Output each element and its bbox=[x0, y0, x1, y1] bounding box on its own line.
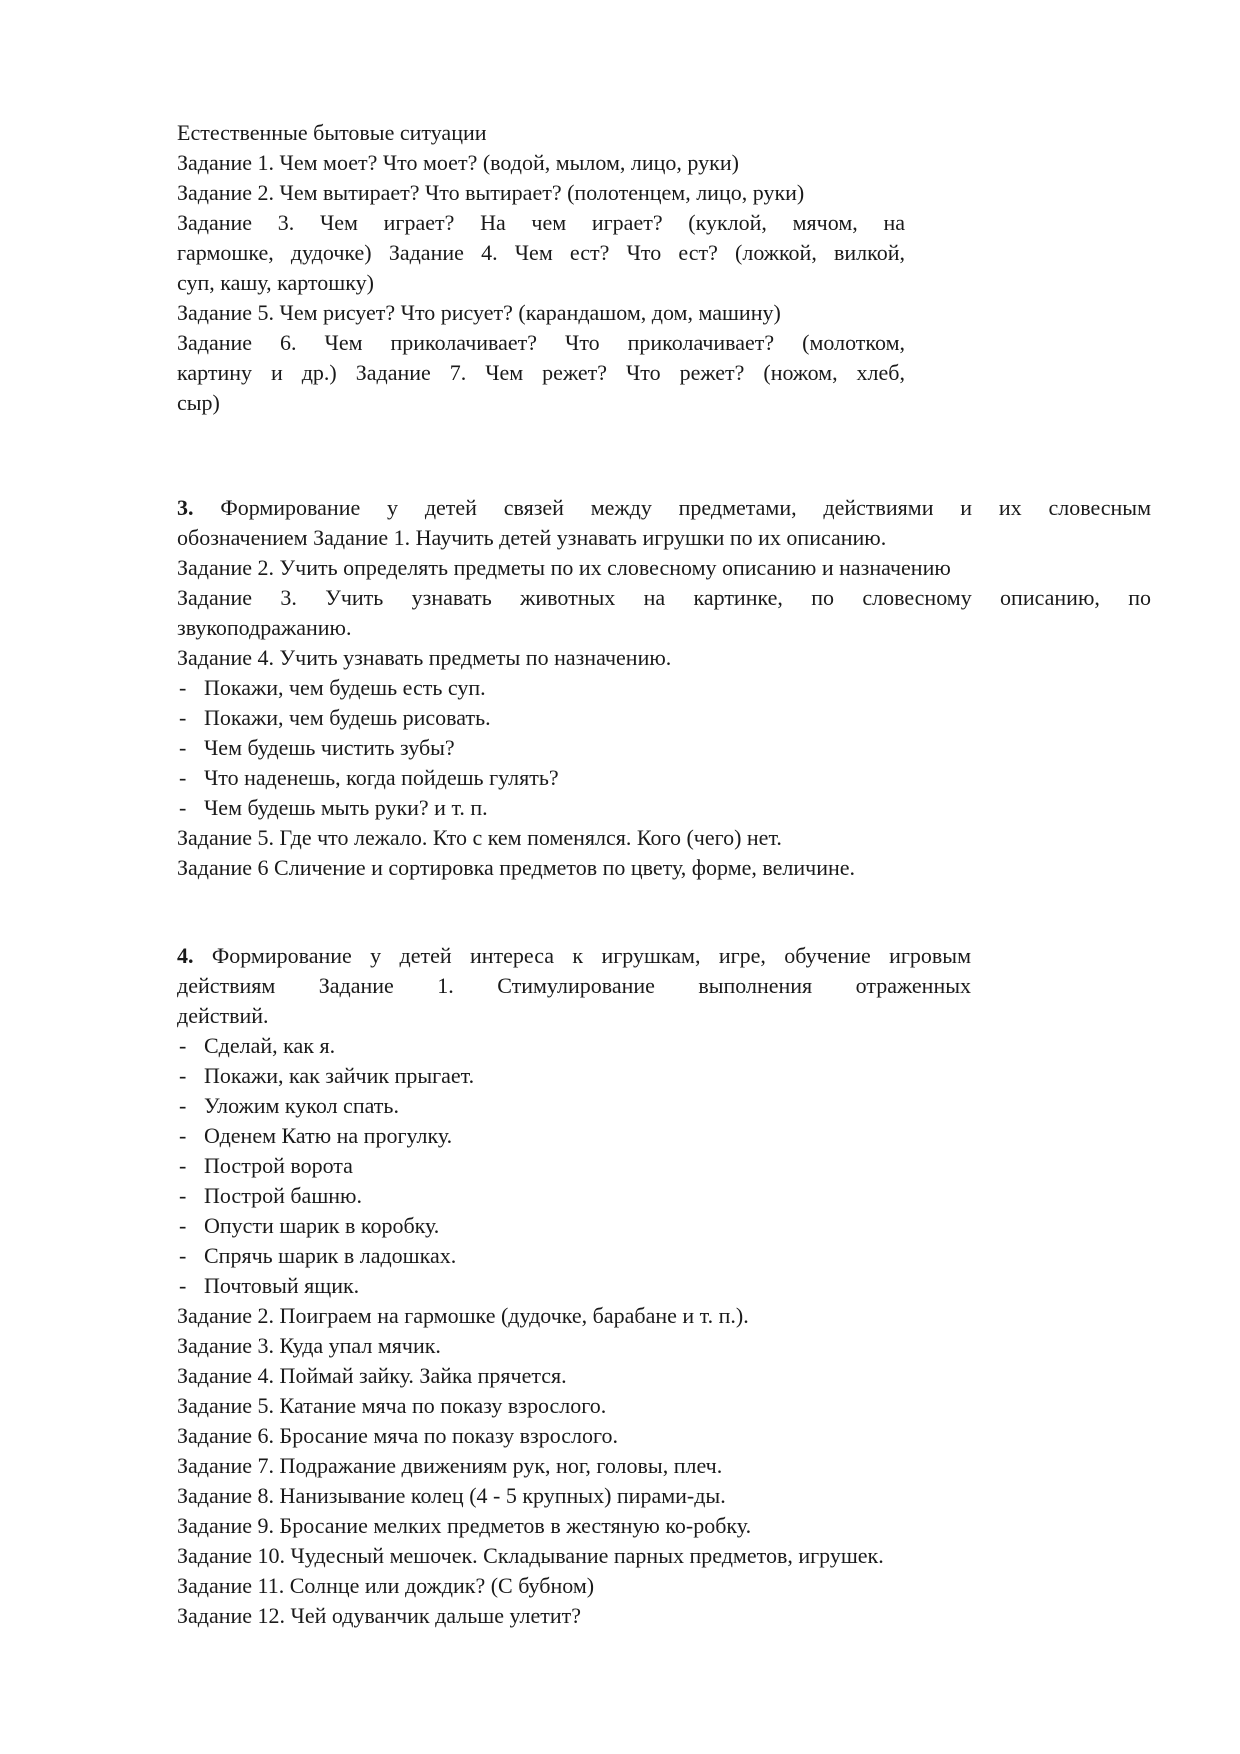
task-line: Задание 9. Бросание мелких предметов в жестяную ко-робку. bbox=[177, 1513, 752, 1538]
bullet-dash: - bbox=[179, 1213, 187, 1238]
task-line: Задание 5. Чем рисует? Что рисует? (карандашом, дом, машину) bbox=[177, 300, 781, 325]
section-3 bbox=[177, 493, 1151, 883]
task-line: Задание 3. Чем играет? На чем играет? (куклой, мячом, на bbox=[177, 210, 905, 235]
task-line: Задание 11. Солнце или дождик? (С бубном) bbox=[177, 1573, 595, 1598]
task-line: Задание 2. Поиграем на гармошке (дудочке, барабане и т. п.). bbox=[177, 1303, 749, 1328]
bullet-text: Покажи, как зайчик прыгает. bbox=[204, 1063, 475, 1088]
bullet-text: Построй башню. bbox=[204, 1183, 362, 1208]
task-line: Задание 3. Куда упал мячик. bbox=[177, 1333, 441, 1358]
task-line: суп, кашу, картошку) bbox=[177, 270, 374, 295]
bullet-item bbox=[177, 703, 1151, 733]
task-line: Задание 6. Чем приколачивает? Что приколачивает? (молотком, bbox=[177, 330, 905, 355]
task-line: Задание 6 Сличение и сортировка предметов по цвету, форме, величине. bbox=[177, 855, 856, 880]
bullet-item bbox=[177, 1181, 971, 1211]
bullet-text: Сделай, как я. bbox=[204, 1033, 336, 1058]
bullet-item bbox=[177, 1151, 971, 1181]
section-title: Естественные бытовые ситуации bbox=[177, 120, 487, 145]
bullet-dash: - bbox=[179, 1243, 187, 1268]
task-line: Задание 8. Нанизывание колец (4 - 5 крупных) пирами-ды. bbox=[177, 1483, 726, 1508]
bullet-dash: - bbox=[179, 705, 187, 730]
task-line: Задание 5. Катание мяча по показу взрослого. bbox=[177, 1393, 607, 1418]
task-line: сыр) bbox=[177, 390, 220, 415]
bullet-text: Уложим кукол спать. bbox=[204, 1093, 399, 1118]
bullet-dash: - bbox=[179, 765, 187, 790]
task-line: Задание 12. Чей одуванчик дальше улетит? bbox=[177, 1603, 582, 1628]
bullet-dash: - bbox=[179, 795, 187, 820]
bullet-item bbox=[177, 733, 1151, 763]
section-everyday-situations bbox=[177, 118, 905, 418]
bullet-item bbox=[177, 1211, 971, 1241]
section-number: 4. bbox=[177, 943, 194, 968]
task-line: Задание 4. Учить узнавать предметы по назначению. bbox=[177, 645, 672, 670]
bullet-list bbox=[177, 673, 1151, 823]
bullet-dash: - bbox=[179, 1153, 187, 1178]
bullet-dash: - bbox=[179, 1063, 187, 1088]
bullet-dash: - bbox=[179, 1123, 187, 1148]
bullet-text: Покажи, чем будешь есть суп. bbox=[204, 675, 486, 700]
task-line: картину и др.) Задание 7. Чем режет? Что режет? (ножом, хлеб, bbox=[177, 360, 905, 385]
bullet-item bbox=[177, 793, 1151, 823]
task-list bbox=[177, 823, 1151, 883]
task-line: гармошке, дудочке) Задание 4. Чем ест? Что ест? (ложкой, вилкой, bbox=[177, 240, 905, 265]
bullet-text: Спрячь шарик в ладошках. bbox=[204, 1243, 457, 1268]
task-line: Задание 10. Чудесный мешочек. Складывание парных предметов, игрушек. bbox=[177, 1543, 884, 1568]
bullet-item bbox=[177, 763, 1151, 793]
bullet-dash: - bbox=[179, 1093, 187, 1118]
bullet-text: Оденем Катю на прогулку. bbox=[204, 1123, 453, 1148]
bullet-list bbox=[177, 1031, 971, 1301]
section-heading-line: 3. Формирование у детей связей между предметами, действиями и их словесным bbox=[177, 495, 1152, 520]
bullet-item bbox=[177, 1271, 971, 1301]
section-number: 3. bbox=[177, 495, 194, 520]
bullet-text: Покажи, чем будешь рисовать. bbox=[204, 705, 491, 730]
bullet-dash: - bbox=[179, 1273, 187, 1298]
bullet-text: Чем будешь чистить зубы? bbox=[204, 735, 455, 760]
bullet-item bbox=[177, 1061, 971, 1091]
section-4 bbox=[177, 941, 971, 1631]
section-heading-line: действий. bbox=[177, 1003, 269, 1028]
task-line: Задание 5. Где что лежало. Кто с кем поменялся. Кого (чего) нет. bbox=[177, 825, 782, 850]
section-heading-line: действиям Задание 1. Стимулирование выполнения отраженных bbox=[177, 973, 971, 998]
bullet-item bbox=[177, 1031, 971, 1061]
bullet-dash: - bbox=[179, 735, 187, 760]
bullet-item bbox=[177, 1121, 971, 1151]
task-line: Задание 7. Подражание движениям рук, ног, головы, плеч. bbox=[177, 1453, 723, 1478]
bullet-dash: - bbox=[179, 1183, 187, 1208]
task-line: звукоподражанию. bbox=[177, 615, 352, 640]
bullet-text: Почтовый ящик. bbox=[204, 1273, 360, 1298]
task-line: Задание 3. Учить узнавать животных на картинке, по словесному описанию, по bbox=[177, 585, 1151, 610]
bullet-item bbox=[177, 1091, 971, 1121]
task-line: Задание 2. Чем вытирает? Что вытирает? (полотенцем, лицо, руки) bbox=[177, 180, 805, 205]
task-line: Задание 6. Бросание мяча по показу взрослого. bbox=[177, 1423, 618, 1448]
bullet-text: Построй ворота bbox=[204, 1153, 353, 1178]
bullet-dash: - bbox=[179, 1033, 187, 1058]
bullet-dash: - bbox=[179, 675, 187, 700]
bullet-text: Опусти шарик в коробку. bbox=[204, 1213, 440, 1238]
bullet-text: Чем будешь мыть руки? и т. п. bbox=[204, 795, 488, 820]
bullet-item bbox=[177, 673, 1151, 703]
task-line: Задание 4. Поймай зайку. Зайка прячется. bbox=[177, 1363, 567, 1388]
bullet-item bbox=[177, 1241, 971, 1271]
task-line: Задание 1. Чем моет? Что моет? (водой, мылом, лицо, руки) bbox=[177, 150, 739, 175]
task-line: Задание 2. Учить определять предметы по их словесному описанию и назначению bbox=[177, 555, 951, 580]
section-heading-line: 4. Формирование у детей интереса к игрушкам, игре, обучение игровым bbox=[177, 943, 972, 968]
task-list bbox=[177, 1301, 971, 1631]
task-list bbox=[177, 553, 1151, 673]
bullet-text: Что наденешь, когда пойдешь гулять? bbox=[204, 765, 559, 790]
task-list bbox=[177, 148, 905, 418]
section-heading-line: обозначением Задание 1. Научить детей узнавать игрушки по их описанию. bbox=[177, 525, 887, 550]
